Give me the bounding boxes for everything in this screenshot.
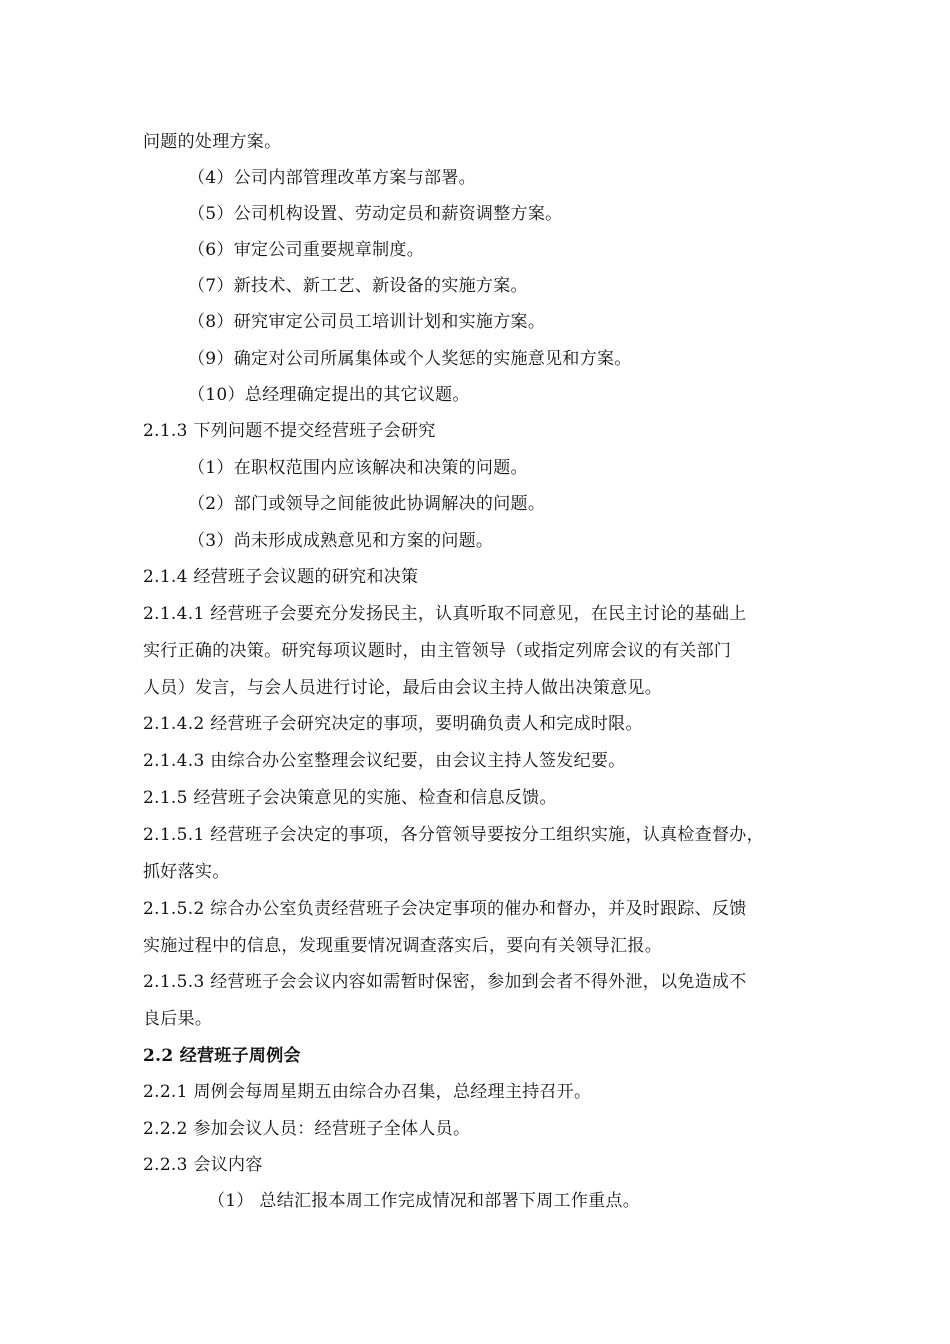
paragraph-line: 2.1.5.2 综合办公室负责经营班子会决定事项的催办和督办，并及时跟踪、反馈 [143, 899, 747, 919]
list-item: （1） 总结汇报本周工作完成情况和部署下周工作重点。 [208, 1191, 641, 1211]
paragraph-line: 2.1.4.3 由综合办公室整理会议纪要，由会议主持人签发纪要。 [143, 751, 626, 771]
paragraph-line: 问题的处理方案。 [143, 132, 282, 152]
paragraph-line: 实施过程中的信息，发现重要情况调查落实后，要向有关领导汇报。 [143, 936, 662, 956]
list-item: （8）研究审定公司员工培训计划和实施方案。 [188, 312, 546, 332]
section-heading: 2.2.3 会议内容 [143, 1155, 263, 1175]
section-heading: 2.2 经营班子周例会 [143, 1046, 301, 1066]
section-heading: 2.1.3 下列问题不提交经营班子会研究 [143, 421, 436, 441]
paragraph-line: 实行正确的决策。研究每项议题时，由主管领导（或指定列席会议的有关部门 [143, 641, 732, 661]
list-item: （10）总经理确定提出的其它议题。 [188, 385, 470, 405]
paragraph-line: 2.1.5.3 经营班子会会议内容如需暂时保密，参加到会者不得外泄，以免造成不 [143, 972, 747, 992]
paragraph-line: 2.1.5.1 经营班子会决定的事项，各分管领导要按分工组织实施，认真检查督办， [143, 825, 764, 845]
list-item: （1）在职权范围内应该解决和决策的问题。 [188, 458, 528, 478]
paragraph-line: 良后果。 [143, 1009, 213, 1029]
list-item: （3）尚未形成成熟意见和方案的问题。 [188, 531, 494, 551]
list-item: （7）新技术、新工艺、新设备的实施方案。 [188, 276, 528, 296]
list-item: （5）公司机构设置、劳动定员和薪资调整方案。 [188, 204, 563, 224]
section-heading: 2.1.4 经营班子会议题的研究和决策 [143, 567, 419, 587]
list-item: （9）确定对公司所属集体或个人奖惩的实施意见和方案。 [188, 349, 632, 369]
paragraph-line: 抓好落实。 [143, 862, 230, 882]
list-item: （2）部门或领导之间能彼此协调解决的问题。 [188, 494, 546, 514]
list-item: （4）公司内部管理改革方案与部署。 [188, 168, 476, 188]
section-heading: 2.1.5 经营班子会决策意见的实施、检查和信息反馈。 [143, 788, 557, 808]
paragraph-line: 2.1.4.2 经营班子会研究决定的事项，要明确负责人和完成时限。 [143, 714, 643, 734]
paragraph-line: 人员）发言，与会人员进行讨论，最后由会议主持人做出决策意见。 [143, 678, 662, 698]
list-item: （6）审定公司重要规章制度。 [188, 240, 425, 260]
paragraph-line: 2.2.1 周例会每周星期五由综合办召集，总经理主持召开。 [143, 1082, 592, 1102]
paragraph-line: 2.2.2 参加会议人员：经营班子全体人员。 [143, 1119, 471, 1139]
paragraph-line: 2.1.4.1 经营班子会要充分发扬民主，认真听取不同意见，在民主讨论的基础上 [143, 604, 747, 624]
